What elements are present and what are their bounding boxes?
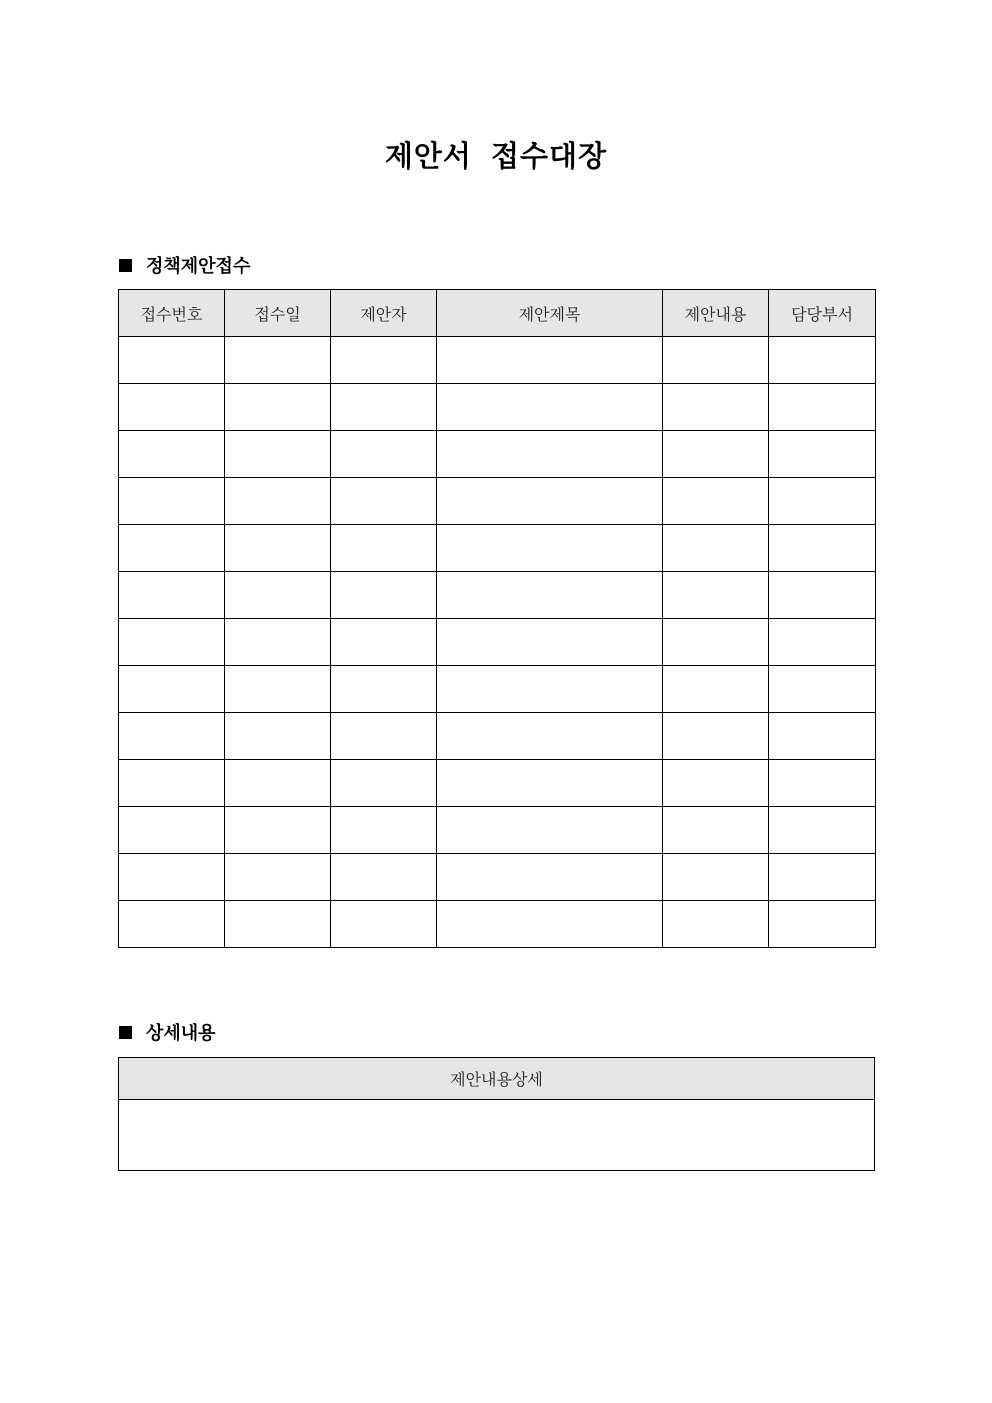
proposal-title-cell[interactable]	[437, 760, 663, 807]
proposer-cell[interactable]	[331, 619, 437, 666]
table-row	[119, 901, 876, 948]
receipt-number-cell[interactable]	[119, 666, 225, 713]
proposal-content-cell[interactable]	[663, 384, 769, 431]
proposal-content-cell[interactable]	[663, 619, 769, 666]
table-row	[119, 713, 876, 760]
table-row	[119, 525, 876, 572]
table-header-row	[119, 290, 876, 337]
receipt-number-cell[interactable]	[119, 337, 225, 384]
receipt-number-cell[interactable]	[119, 478, 225, 525]
column-header-receipt-date: 접수일	[225, 290, 331, 337]
table-row	[119, 431, 876, 478]
proposer-cell[interactable]	[331, 431, 437, 478]
department-cell[interactable]	[769, 337, 876, 384]
receipt-date-cell[interactable]	[225, 713, 331, 760]
document-title: 제안서 접수대장	[384, 139, 608, 173]
receipt-date-cell[interactable]	[225, 431, 331, 478]
receipt-number-cell[interactable]	[119, 525, 225, 572]
receipt-date-cell[interactable]	[225, 572, 331, 619]
department-cell[interactable]	[769, 666, 876, 713]
receipt-number-cell[interactable]	[119, 854, 225, 901]
receipt-date-cell[interactable]	[225, 901, 331, 948]
proposer-cell[interactable]	[331, 337, 437, 384]
proposal-reception-table	[118, 289, 876, 948]
table-row	[119, 619, 876, 666]
column-header-receipt-number: 접수번호	[119, 290, 225, 337]
receipt-number-cell[interactable]	[119, 760, 225, 807]
proposer-cell[interactable]	[331, 384, 437, 431]
proposal-content-cell[interactable]	[663, 478, 769, 525]
column-header-proposer: 제안자	[331, 290, 437, 337]
table-header-row	[119, 1058, 875, 1100]
receipt-date-cell[interactable]	[225, 807, 331, 854]
proposal-title-cell[interactable]	[437, 807, 663, 854]
receipt-number-cell[interactable]	[119, 619, 225, 666]
receipt-date-cell[interactable]	[225, 525, 331, 572]
proposal-title-cell[interactable]	[437, 478, 663, 525]
proposal-detail-table	[118, 1057, 875, 1171]
department-cell[interactable]	[769, 854, 876, 901]
proposal-content-cell[interactable]	[663, 713, 769, 760]
proposal-title-cell[interactable]	[437, 431, 663, 478]
proposer-cell[interactable]	[331, 666, 437, 713]
department-cell[interactable]	[769, 760, 876, 807]
receipt-number-cell[interactable]	[119, 901, 225, 948]
table-row	[119, 666, 876, 713]
table-row	[119, 384, 876, 431]
receipt-date-cell[interactable]	[225, 760, 331, 807]
proposal-title-cell[interactable]	[437, 337, 663, 384]
proposer-cell[interactable]	[331, 713, 437, 760]
column-header-department: 담당부서	[769, 290, 876, 337]
section-heading-label: 상세내용	[146, 1023, 216, 1044]
square-bullet-icon	[119, 1026, 132, 1039]
section-heading-label: 정책제안접수	[146, 256, 251, 277]
receipt-number-cell[interactable]	[119, 431, 225, 478]
receipt-number-cell[interactable]	[119, 807, 225, 854]
receipt-date-cell[interactable]	[225, 478, 331, 525]
proposal-title-cell[interactable]	[437, 901, 663, 948]
column-header-proposal-content: 제안내용	[663, 290, 769, 337]
table-row	[119, 572, 876, 619]
proposal-content-cell[interactable]	[663, 760, 769, 807]
department-cell[interactable]	[769, 478, 876, 525]
proposal-content-cell[interactable]	[663, 337, 769, 384]
department-cell[interactable]	[769, 384, 876, 431]
proposal-title-cell[interactable]	[437, 666, 663, 713]
section-heading-policy-proposals	[119, 252, 250, 278]
proposal-content-cell[interactable]	[663, 807, 769, 854]
receipt-number-cell[interactable]	[119, 572, 225, 619]
proposal-content-cell[interactable]	[663, 431, 769, 478]
table-row	[119, 760, 876, 807]
proposal-content-cell[interactable]	[663, 572, 769, 619]
proposer-cell[interactable]	[331, 807, 437, 854]
proposer-cell[interactable]	[331, 760, 437, 807]
proposal-title-cell[interactable]	[437, 384, 663, 431]
receipt-date-cell[interactable]	[225, 854, 331, 901]
department-cell[interactable]	[769, 901, 876, 948]
proposer-cell[interactable]	[331, 572, 437, 619]
proposer-cell[interactable]	[331, 854, 437, 901]
department-cell[interactable]	[769, 619, 876, 666]
department-cell[interactable]	[769, 525, 876, 572]
table-row	[119, 337, 876, 384]
proposal-title-cell[interactable]	[437, 525, 663, 572]
section-heading-details	[119, 1019, 216, 1045]
proposal-title-cell[interactable]	[437, 854, 663, 901]
proposal-content-cell[interactable]	[663, 854, 769, 901]
proposer-cell[interactable]	[331, 901, 437, 948]
receipt-date-cell[interactable]	[225, 619, 331, 666]
proposal-title-cell[interactable]	[437, 572, 663, 619]
department-cell[interactable]	[769, 713, 876, 760]
receipt-date-cell[interactable]	[225, 337, 331, 384]
department-cell[interactable]	[769, 807, 876, 854]
proposal-title-cell[interactable]	[437, 619, 663, 666]
table-row	[119, 478, 876, 525]
proposal-content-cell[interactable]	[663, 901, 769, 948]
receipt-number-cell[interactable]	[119, 713, 225, 760]
column-header-proposal-title: 제안제목	[437, 290, 663, 337]
receipt-date-cell[interactable]	[225, 666, 331, 713]
table-row	[119, 854, 876, 901]
column-header-proposal-detail: 제안내용상세	[119, 1058, 875, 1100]
proposer-cell[interactable]	[331, 525, 437, 572]
proposer-cell[interactable]	[331, 478, 437, 525]
receipt-number-cell[interactable]	[119, 384, 225, 431]
proposal-content-cell[interactable]	[663, 666, 769, 713]
detail-content-cell[interactable]	[119, 1100, 875, 1171]
proposal-content-cell[interactable]	[663, 525, 769, 572]
proposal-title-cell[interactable]	[437, 713, 663, 760]
receipt-date-cell[interactable]	[225, 384, 331, 431]
department-cell[interactable]	[769, 431, 876, 478]
department-cell[interactable]	[769, 572, 876, 619]
table-row	[119, 1100, 875, 1171]
square-bullet-icon	[119, 259, 132, 272]
table-row	[119, 807, 876, 854]
